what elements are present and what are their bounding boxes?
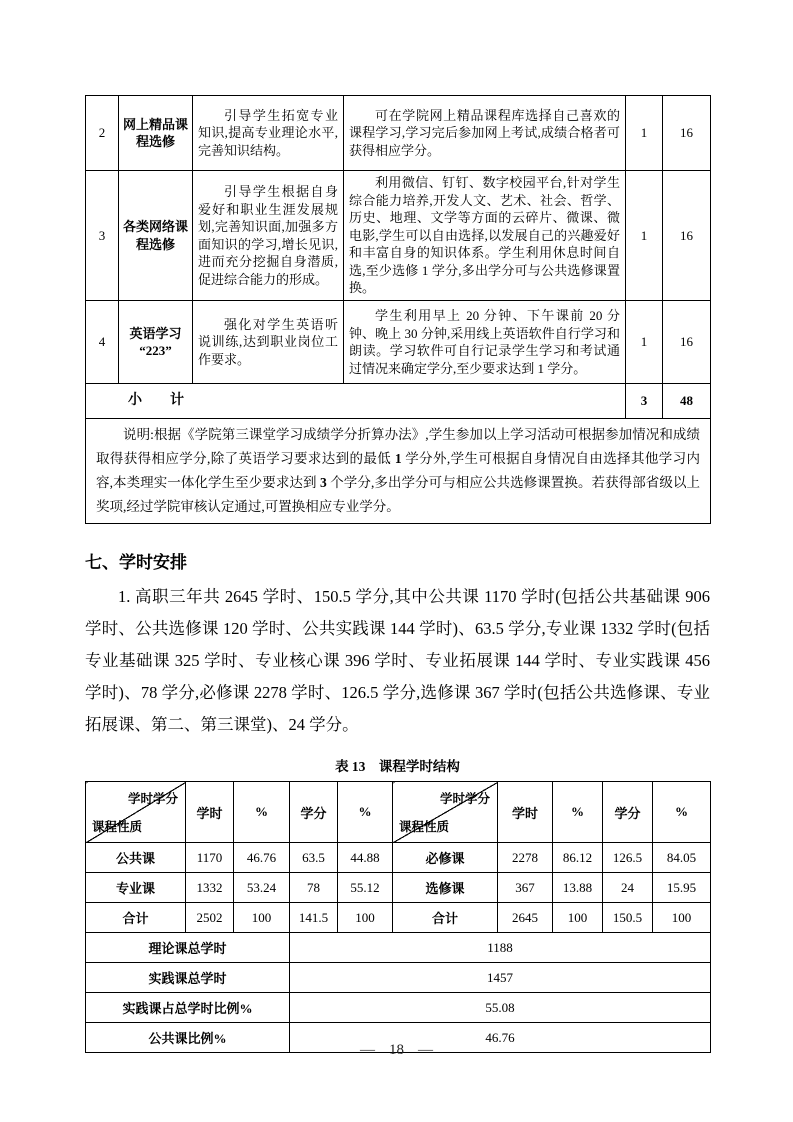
col-header-credits: 学分 (290, 782, 338, 843)
summary-value: 55.08 (290, 993, 711, 1023)
summary-value: 1457 (290, 963, 711, 993)
value-cell: 100 (653, 903, 711, 933)
footer-dash-right: — (418, 1042, 433, 1058)
activity-row-4 (86, 301, 711, 384)
summary-value: 46.76 (290, 1023, 711, 1053)
value-cell: 2502 (186, 903, 234, 933)
summary-label: 实践课占总学时比例% (86, 993, 290, 1023)
teaching-method: 强化对学生英语听说训练,达到职业岗位工作要求。 (198, 316, 338, 367)
diag-bottom-label: 课程性质 (399, 820, 450, 834)
value-cell: 78 (290, 873, 338, 903)
col-header-pct: % (234, 782, 290, 843)
value-cell: 63.5 (290, 843, 338, 873)
subtotal-credits: 3 (626, 384, 663, 419)
teaching-method: 引导学生根据自身爱好和职业生涯发展规划,完善知识面,加强多方面知识的学习,增长见识,进而充分挖掘自身潜质,促进综合能力的形成。 (198, 184, 338, 287)
subtotal-row (86, 384, 711, 419)
section-paragraph: 1. 高职三年共 2645 学时、150.5 学分,其中公共课 1170 学时(包括公共基础课 906 学时、公共选修课 120 学时、公共实践课 144 学时)、63.5 学分,专业课 1332 学时(包括专业基础课 325 学时、专业核心课 396 学时、专业拓展课 144 学时、专业实践课 456 学时)、78 学分,必修课 2278 学时、126.5 学分,选修课 367 学时(包括公共选修课、专业拓展课、第二、第三课堂)、24 学分。 (85, 587, 710, 734)
diag-bottom-label: 课程性质 (92, 820, 143, 834)
diagonal-header-cell (393, 782, 498, 843)
summary-label: 实践课总学时 (86, 963, 290, 993)
note-part-2: 学分外,学生可根据自身情况自由选择其他学习内容,本类理实一体化学生至少要求达到 (96, 451, 701, 490)
note-part-1: 说明:根据《学院第三课堂学习成绩学分折算办法》,学生参加以上学习活动可根据参加情况和成绩取得获得相应学分,除了英语学习要求达到的最低 (96, 427, 700, 466)
col-header-pct: % (553, 782, 603, 843)
note-text (96, 423, 700, 519)
hours-data-row (86, 873, 711, 903)
teaching-method-cell (193, 96, 344, 171)
value-cell: 367 (498, 873, 553, 903)
note-part-3: 个学分,多出学分可与相应公共选修课置换。若获得部省级以上奖项,经过学院审核认定通过,可置换相应专业学分。 (96, 475, 701, 514)
row-label: 选修课 (393, 873, 498, 903)
summary-label: 公共课比例% (86, 1023, 290, 1053)
teaching-method-cell (193, 301, 344, 384)
row-label: 合计 (86, 903, 186, 933)
value-cell: 53.24 (234, 873, 290, 903)
course-name: 各类网络课程选修 (119, 171, 193, 301)
teaching-method-cell (193, 171, 344, 301)
hours-total-row (86, 903, 711, 933)
summary-label: 理论课总学时 (86, 933, 290, 963)
page-content (85, 95, 710, 1053)
col-header-hours: 学时 (186, 782, 234, 843)
learning-content-cell (344, 301, 626, 384)
course-name: 英语学习“223” (119, 301, 193, 384)
value-cell: 1332 (186, 873, 234, 903)
row-label: 专业课 (86, 873, 186, 903)
learning-content-cell (344, 96, 626, 171)
activity-table (85, 95, 711, 524)
row-label: 合计 (393, 903, 498, 933)
col-header-hours: 学时 (498, 782, 553, 843)
value-cell: 100 (553, 903, 603, 933)
diag-top-label: 学时学分 (439, 792, 490, 806)
row-label: 必修课 (393, 843, 498, 873)
course-name: 网上精品课程选修 (119, 96, 193, 171)
row-number: 3 (86, 171, 119, 301)
page-footer (0, 1042, 793, 1059)
activity-row-3 (86, 171, 711, 301)
learning-content: 学生利用早上 20 分钟、下午课前 20 分钟、晚上 30 分钟,采用线上英语软件自行学习和朗读。学习软件可自行记录学生学习和考试通过情况来确定学分,至少要求达到 1 学分。 (349, 308, 620, 376)
col-header-pct: % (653, 782, 711, 843)
note-min-credit: 1 (394, 451, 402, 466)
value-cell: 84.05 (653, 843, 711, 873)
hours-header-row (86, 782, 711, 843)
activity-row-2 (86, 96, 711, 171)
hours-cell: 16 (663, 96, 711, 171)
diag-top-label: 学时学分 (127, 792, 178, 806)
row-number: 4 (86, 301, 119, 384)
value-cell: 44.88 (338, 843, 393, 873)
note-cell (86, 419, 711, 524)
col-header-pct: % (338, 782, 393, 843)
summary-value: 1188 (290, 933, 711, 963)
note-required-credit: 3 (320, 475, 327, 490)
subtotal-label: 小 计 (86, 384, 626, 419)
value-cell: 46.76 (234, 843, 290, 873)
row-label: 公共课 (86, 843, 186, 873)
note-row (86, 419, 711, 524)
value-cell: 13.88 (553, 873, 603, 903)
value-cell: 1170 (186, 843, 234, 873)
summary-row (86, 993, 711, 1023)
credits-cell: 1 (626, 301, 663, 384)
value-cell: 55.12 (338, 873, 393, 903)
section-heading: 七、学时安排 (85, 553, 187, 572)
diagonal-header-cell (86, 782, 186, 843)
value-cell: 126.5 (603, 843, 653, 873)
value-cell: 150.5 (603, 903, 653, 933)
value-cell: 2645 (498, 903, 553, 933)
value-cell: 86.12 (553, 843, 603, 873)
value-cell: 15.95 (653, 873, 711, 903)
hours-cell: 16 (663, 171, 711, 301)
learning-content: 可在学院网上精品课程库选择自己喜欢的课程学习,学习完后参加网上考试,成绩合格者可获得相应学分。 (349, 107, 620, 158)
footer-dash-left: — (360, 1042, 375, 1058)
page-number: 18 (389, 1042, 404, 1058)
credits-cell: 1 (626, 171, 663, 301)
value-cell: 100 (338, 903, 393, 933)
col-header-credits: 学分 (603, 782, 653, 843)
hours-data-row (86, 843, 711, 873)
credits-cell: 1 (626, 96, 663, 171)
value-cell: 100 (234, 903, 290, 933)
value-cell: 24 (603, 873, 653, 903)
subtotal-hours: 48 (663, 384, 711, 419)
table-caption: 表 13 课程学时结构 (335, 759, 460, 774)
summary-row (86, 963, 711, 993)
hours-cell: 16 (663, 301, 711, 384)
hours-structure-table (85, 781, 711, 1053)
learning-content-cell (344, 171, 626, 301)
summary-row (86, 933, 711, 963)
learning-content: 利用微信、钉钉、数字校园平台,针对学生综合能力培养,开发人文、艺术、社会、哲学、历史、地理、文学等方面的云碎片、微课、微电影,学生可以自由选择,以发展自己的兴趣爱好和丰富自身的知识体系。学生利用休息时间自选,至少选修 1 学分,多出学分可与公共选修课置换。 (349, 175, 620, 296)
teaching-method: 引导学生拓宽专业知识,提高专业理论水平,完善知识结构。 (198, 107, 338, 158)
row-number: 2 (86, 96, 119, 171)
value-cell: 2278 (498, 843, 553, 873)
value-cell: 141.5 (290, 903, 338, 933)
